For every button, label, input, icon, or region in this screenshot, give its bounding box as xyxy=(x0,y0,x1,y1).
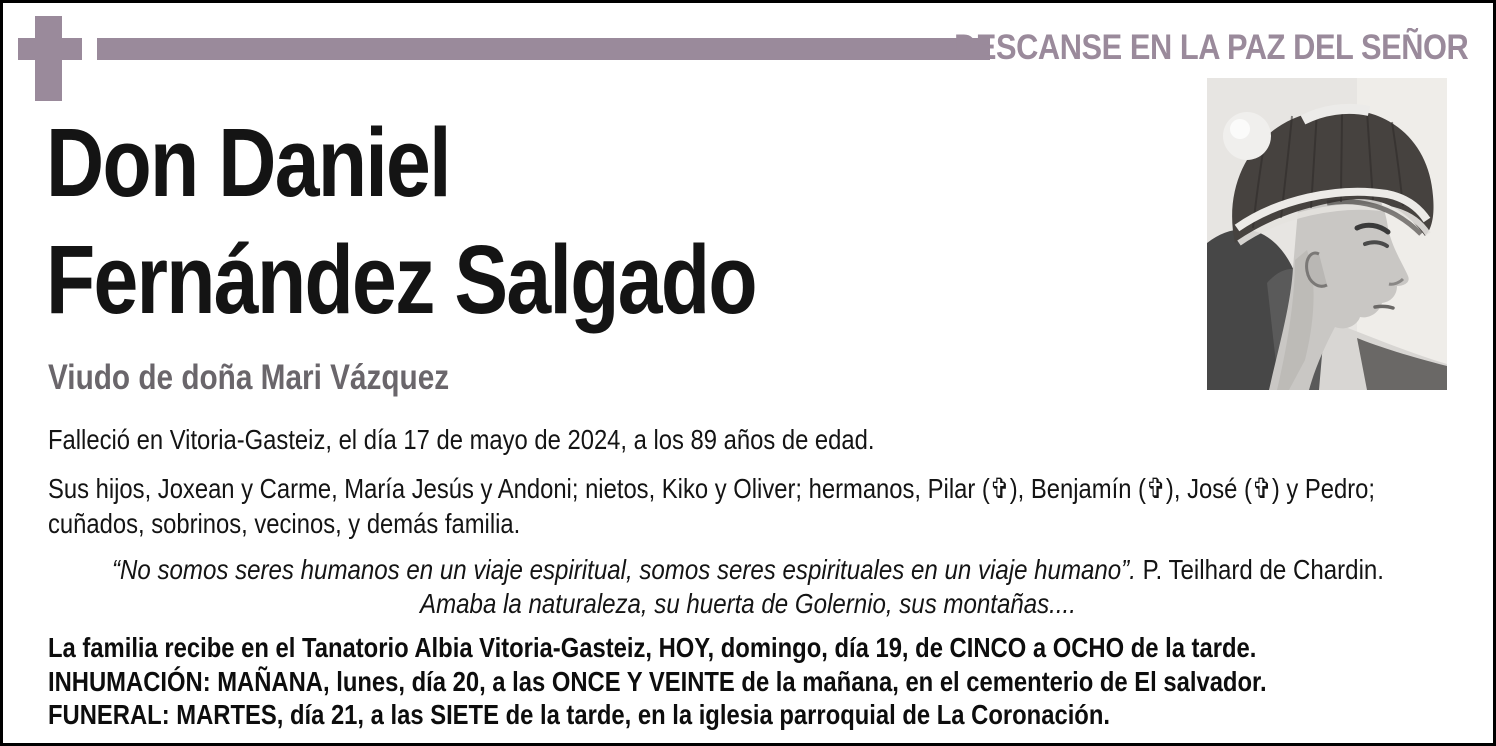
family-line2: cuñados, sobrinos, vecinos, y demás familia. xyxy=(48,508,521,539)
services-info-block xyxy=(48,631,1267,732)
deceased-name-line2: Fernández Salgado xyxy=(46,225,756,334)
burial-info-line: INHUMACIÓN: MAÑANA, lunes, día 20, a las ONCE Y VEINTE de la mañana, en el cementerio de El salvador. xyxy=(48,665,1267,697)
relation-subtitle: Viudo de doña Mari Vázquez xyxy=(48,358,450,397)
family-line1: Sus hijos, Joxean y Carme, María Jesús y Andoni; nietos, Kiko y Oliver; hermanos, Pilar (✞), Benjamín (✞), José (✞) y Pedro; xyxy=(48,473,1376,504)
deceased-name-title xyxy=(46,104,756,338)
rest-in-peace-motto: DESCANSE EN LA PAZ DEL SEÑOR xyxy=(953,28,1468,67)
memorial-quote-line2: Amaba la naturaleza, su huerta de Golernio, sus montañas.... xyxy=(420,588,1076,619)
portrait-photo-image xyxy=(1207,78,1447,390)
family-paragraph xyxy=(48,471,1375,541)
header-divider-bar xyxy=(97,38,990,60)
memorial-quote-line xyxy=(105,553,1392,587)
funeral-info-line: FUNERAL: MARTES, día 21, a las SIETE de la tarde, en la iglesia parroquial de La Coronación. xyxy=(48,699,1110,730)
wake-info-line: La familia recibe en el Tanatorio Albia Vitoria-Gasteiz, HOY, domingo, día 19, de CINCO a OCHO de la tarde. xyxy=(48,632,1257,663)
memorial-quote-block xyxy=(105,553,1392,621)
memorial-quote-attribution: P. Teilhard de Chardin. xyxy=(1135,554,1385,585)
memorial-quote-text: “No somos seres humanos en un viaje espiritual, somos seres espirituales en un viaje humano”. xyxy=(111,554,1136,585)
portrait-photo xyxy=(1207,78,1447,390)
death-announcement: Falleció en Vitoria-Gasteiz, el día 17 de mayo de 2024, a los 89 años de edad. xyxy=(48,424,875,455)
deceased-name-line1: Don Daniel xyxy=(46,108,450,217)
